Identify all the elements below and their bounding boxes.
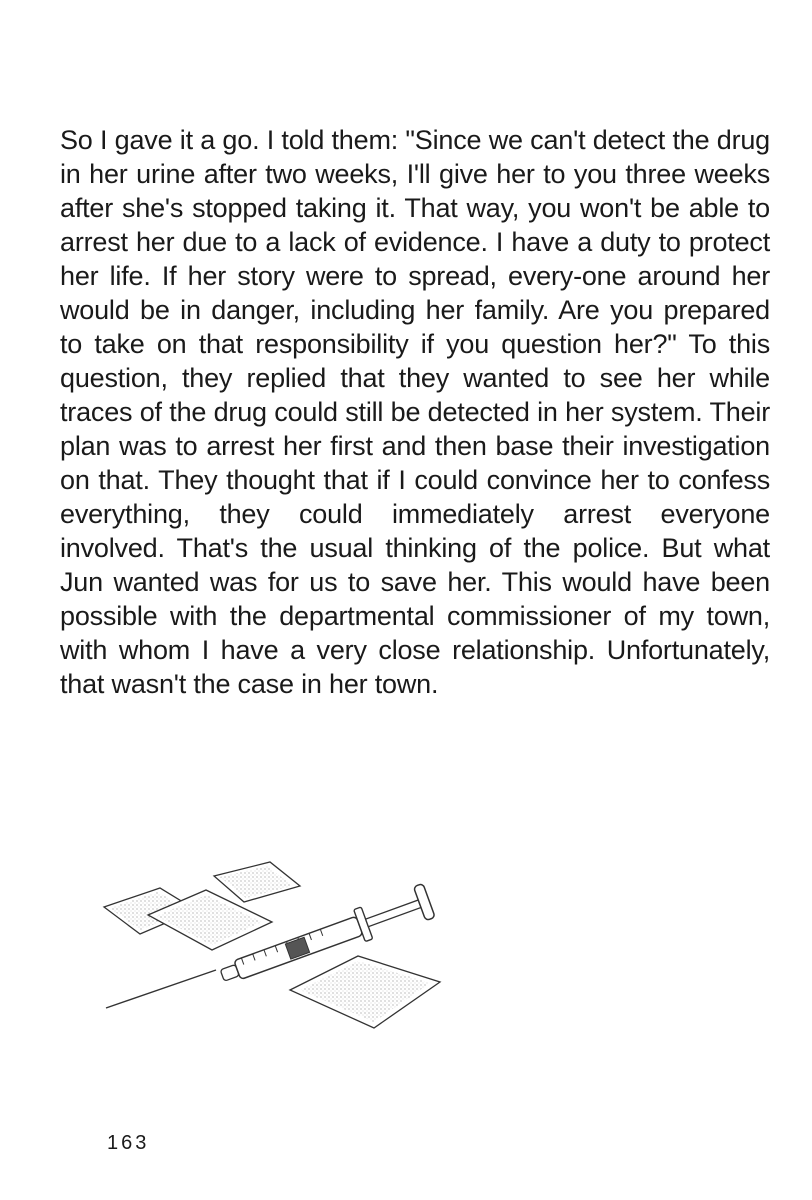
page-number: 163: [107, 1132, 150, 1154]
syringe-needle: [106, 970, 216, 1008]
drug-packet: [290, 956, 440, 1028]
syringe-and-drug-packets-icon: [100, 860, 450, 1040]
drug-packet: [214, 862, 300, 902]
body-paragraph: So I gave it a go. I told them: "Since we can't detect the drug in her urine after two weeks, I'll give her to you three weeks after she's stopped taking it. That way, you won't be able to arrest her due to a lack of evidence. I have a duty to protect her life. If her story were to spread, every-one around her would be in danger, including her family. Are you prepared to take on that responsibility if you question her?" To this question, they replied that they wanted to see her while traces of the drug could still be detected in her system. Their plan was to arrest her first and then base their investigation on that. They thought that if I could convince her to confess everything, they could immediately arrest everyone involved. That's the usual thinking of the police. But what Jun wanted was for us to save her. This would have been possible with the departmental commissioner of my town, with whom I have a very close relationship. Unfortunately, that wasn't the case in her town.: [60, 125, 770, 699]
